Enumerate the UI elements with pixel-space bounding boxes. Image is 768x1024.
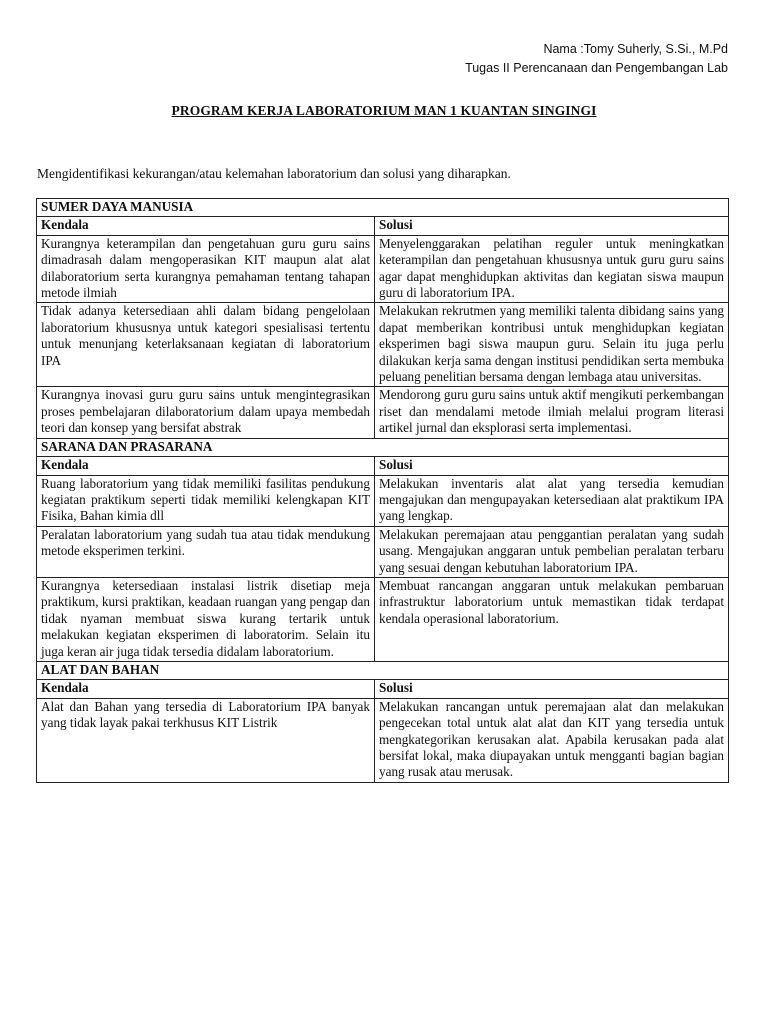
column-header-solusi: Solusi (375, 457, 729, 475)
solusi-cell: Melakukan rekrutmen yang memiliki talenta dibidang sains yang dapat memberikan kontribusi untuk menghidupkan kegiatan eksperimen bagi siswa maupun guru. Selain itu juga perlu dilakukan kerja sama dengan institusi pendidikan serta membuka peluang penelitian bersama dengan lembaga atau universitas. (375, 303, 729, 387)
kendala-cell: Kurangnya keterampilan dan pengetahuan guru guru sains dimadrasah dalam mengoperasikan KIT maupun alat alat dilaboratorium serta kurangnya pemahaman tentang tahapan metode ilmiah (37, 235, 375, 303)
column-header-solusi: Solusi (375, 680, 729, 698)
program-table (36, 198, 729, 783)
table-row (37, 303, 729, 387)
solusi-cell: Mendorong guru guru sains untuk aktif mengikuti perkembangan riset dan mendalami metode ilmiah melalui program literasi artikel jurnal dan eksplorasi serta implementasi. (375, 387, 729, 438)
section-header-row (37, 199, 729, 217)
kendala-cell: Peralatan laboratorium yang sudah tua atau tidak mendukung metode eksperimen terkini. (37, 526, 375, 577)
assignment-title: Tugas II Perencanaan dan Pengembangan Lab (465, 61, 728, 75)
kendala-cell: Tidak adanya ketersediaan ahli dalam bidang pengelolaan laboratorium khususnya untuk kategori spesialisasi tertentu untuk menunjang keterlaksanaan kegiatan di laboratorium IPA (37, 303, 375, 387)
table-row (37, 475, 729, 526)
column-header-kendala: Kendala (37, 217, 375, 235)
column-header-row (37, 217, 729, 235)
solusi-cell: Membuat rancangan anggaran untuk melakukan pembaruan infrastruktur laboratorium untuk memastikan tidak terdapat kendala operasional laboratorium. (375, 577, 729, 661)
table-row (37, 235, 729, 303)
intro-paragraph: Mengidentifikasi kekurangan/atau kelemahan laboratorium dan solusi yang diharapkan. (37, 166, 511, 181)
solusi-cell: Melakukan peremajaan atau penggantian peralatan yang sudah usang. Mengajukan anggaran untuk pembelian peralatan terbaru yang sesuai dengan kebutuhan laboratorium IPA. (375, 526, 729, 577)
kendala-cell: Kurangnya ketersediaan instalasi listrik disetiap meja praktikum, kursi praktikan, keadaan ruangan yang pengap dan tidak nyaman membuat siswa kurang tertarik untuk melakukan kegiatan eksperimen di laboratorim. Selain itu juga keran air juga tidak tersedia didalam laboratorium. (37, 577, 375, 661)
table-row (37, 526, 729, 577)
document-title: PROGRAM KERJA LABORATORIUM MAN 1 KUANTAN SINGINGI (171, 103, 597, 118)
author-info (465, 40, 728, 78)
kendala-cell: Kurangnya inovasi guru guru sains untuk mengintegrasikan proses pembelajaran dilaboratorium dalam upaya membedah teori dan konsep yang bersifat abstrak (37, 387, 375, 438)
kendala-cell: Ruang laboratorium yang tidak memiliki fasilitas pendukung kegiatan praktikum seperti tidak memiliki kelengkapan KIT Fisika, Bahan kimia dll (37, 475, 375, 526)
column-header-solusi: Solusi (375, 217, 729, 235)
solusi-cell: Menyelenggarakan pelatihan reguler untuk meningkatkan keterampilan dan pengetahuan khususnya untuk guru guru sains agar dapat menghidupkan aktivitas dan kegiatan siswa maupun guru di laboratorium IPA. (375, 235, 729, 303)
section-heading: SARANA DAN PRASARANA (37, 438, 729, 456)
table-row (37, 577, 729, 661)
solusi-cell: Melakukan rancangan untuk peremajaan alat dan melakukan pengecekan total untuk alat alat dan KIT yang tersedia untuk mengkategorikan kerusakan alat. Apabila kerusakan pada alat bersifat lokal, maka diupayakan untuk mengganti bagian bagian yang rusak atau merusak. (375, 698, 729, 782)
section-heading: SUMER DAYA MANUSIA (37, 199, 729, 217)
column-header-row (37, 680, 729, 698)
column-header-kendala: Kendala (37, 680, 375, 698)
table-row (37, 698, 729, 782)
section-header-row (37, 438, 729, 456)
column-header-row (37, 457, 729, 475)
author-name: Nama :Tomy Suherly, S.Si., M.Pd (543, 42, 728, 56)
table-row (37, 387, 729, 438)
column-header-kendala: Kendala (37, 457, 375, 475)
section-heading: ALAT DAN BAHAN (37, 661, 729, 679)
section-header-row (37, 661, 729, 679)
kendala-cell: Alat dan Bahan yang tersedia di Laboratorium IPA banyak yang tidak layak pakai terkhusus KIT Listrik (37, 698, 375, 782)
solusi-cell: Melakukan inventaris alat alat yang tersedia kemudian mengajukan dan mengupayakan ketersediaan alat praktikum IPA yang lengkap. (375, 475, 729, 526)
